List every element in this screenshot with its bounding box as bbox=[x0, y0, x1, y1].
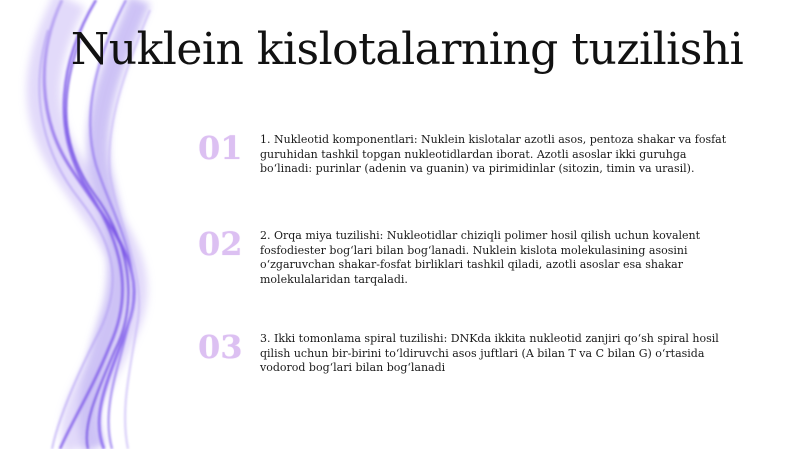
slide-title: Nuklein kislotalarning tuzilishi bbox=[70, 24, 744, 75]
item-number: 03 bbox=[198, 328, 243, 366]
item-text: 1. Nukleotid komponentlari: Nuklein kislotalar azotli asos, pentoza shakar va fosfat guruhidan tashkil topgan nukleotidlardan iborat. Azotli asoslar ikki guruhga bo‘linadi: purinlar (adenin va guanin) va pirimidinlar (sitozin, timin va urasil). bbox=[260, 133, 727, 175]
item-number: 02 bbox=[198, 225, 243, 263]
item-text: 3. Ikki tomonlama spiral tuzilishi: DNKda ikkita nukleotid zanjiri qo‘sh spiral hosil qilish uchun bir-birini to‘ldiruvchi asos juftlari (A bilan T va C bilan G) o‘rtasida vodorod bog‘lari bilan bog‘lanadi bbox=[260, 332, 719, 374]
list-item bbox=[198, 128, 738, 198]
list-item bbox=[198, 224, 738, 294]
list-item bbox=[198, 327, 738, 397]
item-text: 2. Orqa miya tuzilishi: Nukleotidlar chiziqli polimer hosil qilish uchun kovalent fosfodiester bog‘lari bilan bog‘lanadi. Nuklein kislota molekulasining asosini o‘zgaruvchan shakar-fosfat birliklari tashkil qiladi, azotli asoslar esa shakar molekulalaridan tarqaladi. bbox=[260, 229, 701, 286]
item-number: 01 bbox=[198, 129, 243, 167]
